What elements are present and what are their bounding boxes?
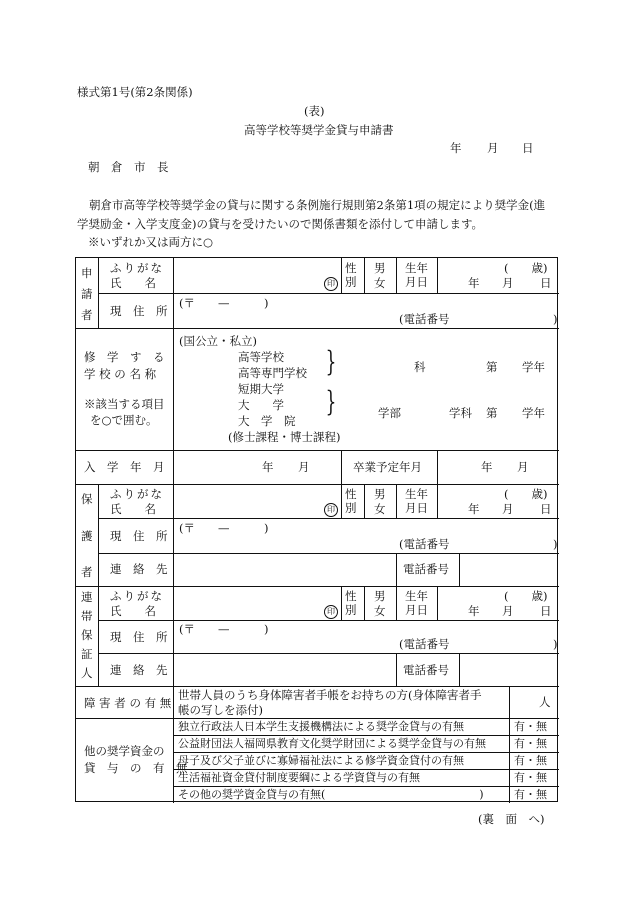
- section-char: 保: [81, 628, 93, 642]
- scholarship-row-text: その他の奨学資金貸与の有無( ): [178, 788, 484, 801]
- form-number: 様式第1号(第2条関係): [77, 85, 193, 99]
- rule: [173, 769, 559, 770]
- age-field[interactable]: ( 歳): [504, 589, 548, 603]
- rule: [396, 258, 397, 293]
- date-month: 月: [487, 141, 499, 155]
- school-type-junior-college[interactable]: 短期大学: [238, 382, 284, 396]
- age-field[interactable]: ( 歳): [504, 261, 548, 275]
- rule: [173, 752, 559, 753]
- school-type-high-school[interactable]: 高等学校: [238, 350, 284, 364]
- brace-icon: }: [325, 385, 337, 418]
- section-char: 連: [81, 590, 93, 604]
- birth-day: 日: [540, 276, 552, 290]
- enrollment-month[interactable]: 月: [298, 460, 310, 474]
- enrollment-label: 入 学 年 月: [84, 460, 165, 474]
- rule: [76, 328, 559, 329]
- birthdate-label: 生年月日: [405, 261, 428, 289]
- faculty-suffix: 学部: [378, 406, 401, 420]
- grade-prefix: 第: [486, 360, 498, 374]
- scholarship-row-choice[interactable]: 有・無: [514, 720, 547, 733]
- disability-text: 世帯人員のうち身体障害者手帳をお持ちの方(身体障害者手: [178, 688, 482, 702]
- rule: [173, 735, 559, 736]
- birth-month: 月: [502, 604, 514, 618]
- rule: [396, 484, 397, 518]
- sex-male[interactable]: 男: [374, 589, 386, 603]
- rule: [76, 484, 559, 485]
- brace-icon: }: [325, 345, 337, 378]
- rule: [173, 786, 559, 787]
- postal-code-field[interactable]: (〒 — ): [179, 521, 269, 535]
- department-suffix: 科: [414, 360, 426, 374]
- rule: [173, 258, 174, 803]
- birth-day: 日: [540, 604, 552, 618]
- disability-label: 障 害 者 の 有 無: [84, 696, 172, 710]
- birth-day: 日: [540, 502, 552, 516]
- contact-label: 連 絡 先: [110, 663, 168, 677]
- seal-icon: 印: [324, 503, 338, 517]
- rule: [459, 553, 460, 586]
- sex-label: 性別: [345, 589, 357, 617]
- school-type-technical[interactable]: 高等専門学校: [238, 366, 307, 380]
- rule: [341, 258, 342, 293]
- enrollment-year[interactable]: 年: [262, 460, 274, 474]
- sex-label: 性別: [345, 261, 357, 289]
- address-label: 現 住 所: [110, 304, 168, 318]
- major-suffix: 学科: [449, 406, 472, 420]
- scholarship-row-text: 公益財団法人福岡県教育文化奨学財団による奨学金貸与の有無: [178, 737, 486, 750]
- disability-text: 帳の写しを添付): [178, 703, 263, 717]
- furigana-label: ふりがな: [110, 261, 164, 275]
- rule: [437, 258, 438, 293]
- addressee: 朝 倉 市 長: [88, 160, 169, 174]
- rule: [396, 553, 397, 586]
- school-note: ※該当する項目: [84, 397, 165, 411]
- scholarship-row-text: 独立行政法人日本学生支援機構法による奨学金貸与の有無: [178, 720, 464, 733]
- sex-male[interactable]: 男: [374, 487, 386, 501]
- section-char: 者: [81, 565, 93, 579]
- rule: [437, 450, 438, 484]
- graduation-month[interactable]: 月: [517, 460, 529, 474]
- rule: [341, 450, 342, 484]
- scholarship-row-choice[interactable]: 有・無: [514, 788, 547, 801]
- rule: [76, 686, 559, 687]
- applicant-name-input[interactable]: [176, 260, 338, 291]
- graduation-label: 卒業予定年月: [353, 460, 422, 474]
- birth-month: 月: [502, 502, 514, 516]
- rule: [98, 293, 559, 294]
- other-scholarship-label: 他の奨学資金の: [84, 744, 165, 758]
- rule: [98, 620, 559, 621]
- application-form-table: [75, 257, 558, 802]
- continue-to-back: (裏 面 へ): [478, 812, 545, 826]
- graduate-course-choice[interactable]: (修士課程・博士課程): [228, 430, 341, 444]
- date-year: 年: [450, 141, 462, 155]
- name-label: 氏 名: [110, 502, 156, 516]
- rule: [396, 653, 397, 686]
- school-note: を○で囲む。: [90, 413, 158, 427]
- section-char: 証: [81, 647, 93, 661]
- rule: [98, 553, 559, 554]
- age-field[interactable]: ( 歳): [504, 487, 548, 501]
- sex-female[interactable]: 女: [374, 604, 386, 618]
- scholarship-row-text: 生活福祉資金貸付制度要綱による学資貸与の有無: [178, 771, 420, 784]
- rule: [341, 586, 342, 620]
- school-type-university[interactable]: 大 学: [238, 398, 284, 412]
- rule: [98, 258, 99, 328]
- graduation-year[interactable]: 年: [481, 460, 493, 474]
- grade-suffix: 学年: [522, 360, 545, 374]
- sex-female[interactable]: 女: [374, 276, 386, 290]
- rule: [509, 718, 510, 803]
- rule: [509, 686, 510, 718]
- school-type-graduate[interactable]: 大 学 院: [238, 414, 296, 428]
- rule: [76, 450, 559, 451]
- section-char: 請: [81, 287, 93, 301]
- seal-icon: 印: [324, 605, 338, 619]
- scholarship-row-choice[interactable]: 有・無: [514, 737, 547, 750]
- phone-field[interactable]: (電話番号 ): [399, 637, 558, 651]
- address-label: 現 住 所: [110, 529, 168, 543]
- birth-year: 年: [468, 604, 480, 618]
- page-title: 高等学校等奨学金貸与申請書: [244, 123, 394, 137]
- rule: [396, 586, 397, 620]
- guarantor-name-input[interactable]: [176, 588, 338, 619]
- guarantor-phone-input[interactable]: [461, 655, 557, 685]
- phone-field[interactable]: (電話番号 ): [399, 312, 558, 326]
- school-ownership-choice[interactable]: (国公立・私立): [179, 334, 257, 348]
- rule: [364, 586, 365, 620]
- disability-count-unit[interactable]: 人: [539, 695, 551, 709]
- section-char: 保: [81, 492, 93, 506]
- phone-label: 電話番号: [403, 663, 449, 677]
- furigana-label: ふりがな: [110, 487, 164, 501]
- furigana-label: ふりがな: [110, 589, 164, 603]
- birth-month: 月: [502, 276, 514, 290]
- phone-label: 電話番号: [403, 562, 449, 576]
- phone-field[interactable]: (電話番号 ): [399, 537, 558, 551]
- scholarship-row-choice[interactable]: 有・無: [514, 754, 547, 767]
- seal-icon: 印: [324, 277, 338, 291]
- scholarship-row-text: 母子及び父子並びに寡婦福祉法による修学資金貸付の有無: [178, 754, 464, 767]
- birthdate-label: 生年月日: [405, 487, 428, 515]
- school-label: 学 校 の 名 称: [84, 367, 157, 381]
- address-label: 現 住 所: [110, 630, 168, 644]
- rule: [76, 586, 559, 587]
- date-day: 日: [522, 141, 534, 155]
- rule: [459, 653, 460, 686]
- section-char: 者: [81, 308, 93, 322]
- section-char: 帯: [81, 609, 93, 623]
- rule: [437, 484, 438, 518]
- scholarship-row-choice[interactable]: 有・無: [514, 771, 547, 784]
- section-char: 人: [81, 666, 93, 680]
- section-char: 申: [81, 266, 93, 280]
- rule: [364, 484, 365, 518]
- rule: [98, 484, 99, 686]
- birth-year: 年: [468, 502, 480, 516]
- birthdate-label: 生年月日: [405, 589, 428, 617]
- rule: [364, 258, 365, 293]
- sex-female[interactable]: 女: [374, 502, 386, 516]
- rule: [437, 586, 438, 620]
- grade-suffix: 学年: [522, 406, 545, 420]
- postal-code-field[interactable]: (〒 — ): [179, 296, 269, 310]
- section-char: 護: [81, 529, 93, 543]
- other-scholarship-label: 貸 与 の 有 無: [84, 761, 188, 775]
- grade-prefix: 第: [486, 406, 498, 420]
- rule: [98, 518, 559, 519]
- guardian-phone-input[interactable]: [461, 555, 557, 585]
- circle-note: ※いずれか又は両方に○: [88, 235, 214, 249]
- side-label: (表): [304, 104, 325, 118]
- name-label: 氏 名: [110, 604, 156, 618]
- school-label: 修 学 す る: [84, 350, 165, 364]
- sex-label: 性別: [345, 487, 357, 515]
- rule: [341, 484, 342, 518]
- name-label: 氏 名: [110, 276, 156, 290]
- rule: [76, 718, 559, 719]
- birth-year: 年: [468, 276, 480, 290]
- postal-code-field[interactable]: (〒 — ): [179, 622, 269, 636]
- application-statement: 朝倉市高等学校等奨学金の貸与に関する条例施行規則第2条第1項の規定により奨学金(進学奨励金・入学支度金)の貸与を受けたいので関係書類を添付して申請します。: [77, 198, 546, 231]
- contact-label: 連 絡 先: [110, 562, 168, 576]
- guardian-name-input[interactable]: [176, 486, 338, 517]
- rule: [98, 653, 559, 654]
- sex-male[interactable]: 男: [374, 261, 386, 275]
